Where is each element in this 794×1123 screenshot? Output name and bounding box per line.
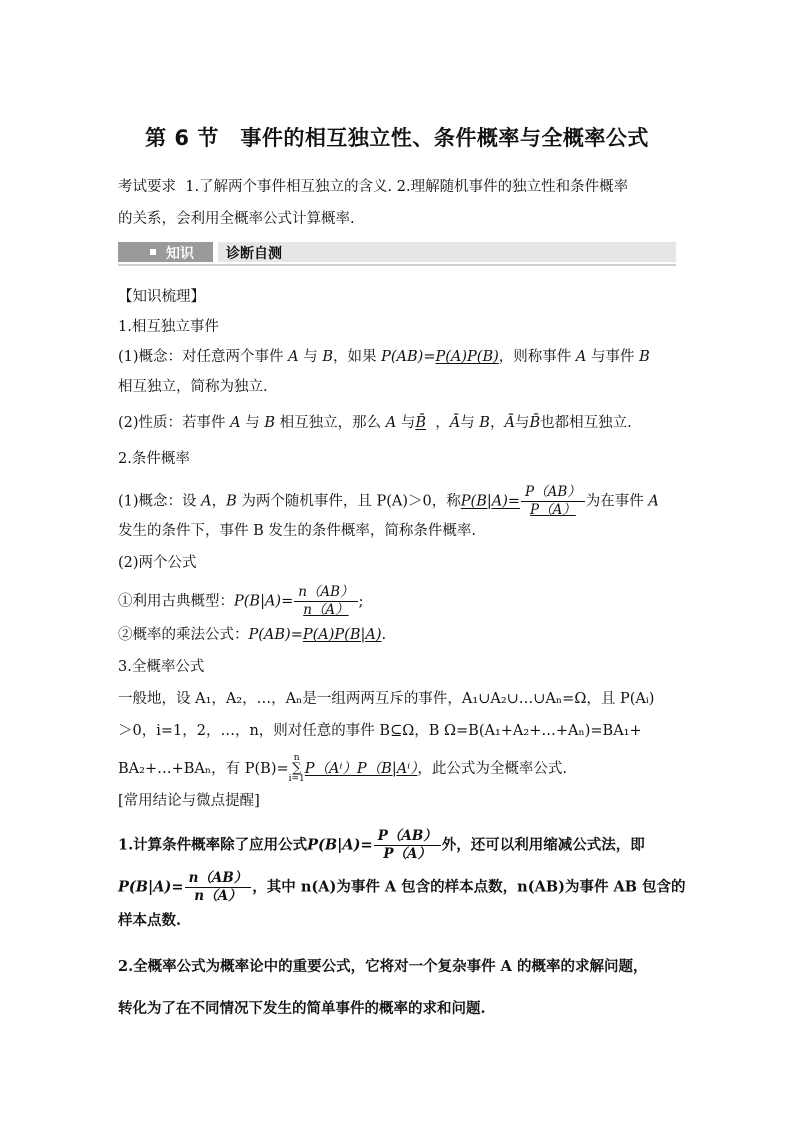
s2-concept-cont: 发生的条件下，事件 B 发生的条件概率，简称条件概率. bbox=[118, 523, 476, 539]
section-name-box: 诊断自测 bbox=[218, 242, 676, 262]
blank-answer: B̄ bbox=[415, 415, 426, 431]
fraction: $\frac{n(AB)}{n(A)}$ bbox=[185, 870, 252, 905]
blank-answer: P(A)P(B|A) bbox=[302, 627, 382, 643]
requirement-line-1: 考试要求 1.了解两个事件相互独立的含义. 2.理解随机事件的独立性和条件概率 bbox=[118, 179, 629, 195]
fraction: $\frac{P(AB)}{P(A)}$ bbox=[374, 828, 441, 863]
s3-line-3: BA₂+…+BAₙ，有 P(B)=n ∑ i=1P（Aⁱ）P（B|Aⁱ），此公式为全概率公式. bbox=[118, 753, 567, 784]
s2-heading: 2.条件概率 bbox=[118, 451, 190, 467]
tips-header: [常用结论与微点提醒] bbox=[118, 793, 260, 809]
tip-2-line-2: 转化为了在不同情况下发生的简单事件的概率的求和问题. bbox=[118, 1000, 486, 1017]
tip-1-line-3: 样本点数. bbox=[118, 912, 182, 929]
page-title: 第 6 节 事件的相互独立性、条件概率与全概率公式 bbox=[145, 126, 649, 150]
s1-property: (2)性质：若事件 A 与 B 相互独立，那么 A 与B̄ ，Ā与 B，Ā与B̄也都相互独立. bbox=[118, 415, 632, 431]
s2-formula-1: ①利用古典概型：P(B|A)= $\frac{n(AB)}{n(A)}$ ; bbox=[118, 584, 364, 618]
fraction: $\frac{n(AB)}{n(A)}$ bbox=[294, 584, 357, 619]
tip-2-line-1: 2.全概率公式为概率论中的重要公式，它将对一个复杂事件 A 的概率的求解问题， bbox=[118, 958, 648, 975]
s3-line-1: 一般地，设 A₁，A₂，…，Aₙ是一组两两互斥的事件，A₁∪A₂∪…∪Aₙ=Ω，且 P(Aᵢ) bbox=[118, 691, 655, 707]
knowledge-header: 【知识梳理】 bbox=[118, 289, 205, 305]
s3-line-2: ＞0，i=1，2，…，n，则对任意的事件 B⊆Ω，B Ω=B(A₁+A₂+…+Aₙ)=BA₁+ bbox=[118, 723, 642, 739]
blank-answer: P(A)P(B) bbox=[435, 349, 499, 365]
requirement-line-2: 的关系，会利用全概率公式计算概率. bbox=[118, 211, 355, 227]
requirement-label: 考试要求 bbox=[118, 179, 176, 195]
s1-concept-cont: 相互独立，简称为独立. bbox=[118, 379, 268, 395]
tip-1-line-1: 1.计算条件概率除了应用公式P(B|A)= $\frac{P(AB)}{P(A)}$ 外，还可以利用缩减公式法，即 bbox=[118, 828, 645, 862]
s2-two-formulas: (2)两个公式 bbox=[118, 555, 197, 571]
section-tag: 知识 bbox=[118, 242, 213, 262]
s3-heading: 3.全概率公式 bbox=[118, 659, 205, 675]
square-bullet-icon bbox=[150, 249, 156, 255]
fraction: $\frac{P(AB)}{P(A)}$ bbox=[521, 484, 585, 519]
s2-concept: (1)概念：设 A，B 为两个随机事件，且 P(A)＞0，称P(B|A)= $\frac{P(AB)}{P(A)}$ 为在事件 A bbox=[118, 484, 659, 518]
summation: n ∑ i=1 bbox=[288, 753, 305, 784]
s1-heading: 1.相互独立事件 bbox=[118, 319, 219, 335]
s1-concept: (1)概念：对任意两个事件 A 与 B，如果 P(AB)=P(A)P(B)，则称事件 A 与事件 B bbox=[118, 349, 650, 365]
tip-1-line-2: P(B|A)= $\frac{n(AB)}{n(A)}$ ，其中 n(A)为事件 A 包含的样本点数，n(AB)为事件 AB 包含的 bbox=[118, 870, 686, 904]
blank-answer: P（Aⁱ）P（B|Aⁱ） bbox=[304, 761, 418, 777]
s2-formula-2: ②概率的乘法公式：P(AB)=P(A)P(B|A). bbox=[118, 627, 387, 643]
section-bar bbox=[118, 242, 676, 266]
section-divider bbox=[118, 264, 676, 266]
